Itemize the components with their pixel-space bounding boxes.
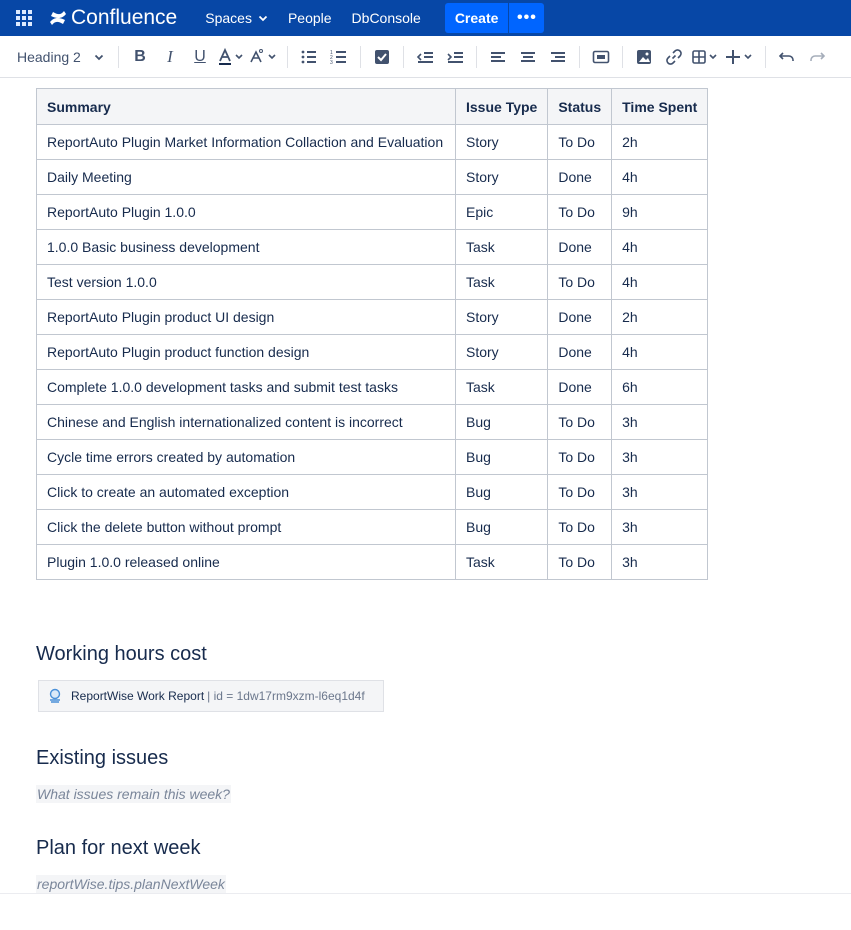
align-right-button[interactable] <box>544 42 572 72</box>
cell-time-spent[interactable]: 3h <box>612 545 708 580</box>
cell-time-spent[interactable]: 4h <box>612 265 708 300</box>
nav-dbconsole[interactable] <box>342 0 431 36</box>
nav-spaces[interactable] <box>195 0 278 36</box>
plan-next-week-heading[interactable]: Plan for next week <box>36 837 201 859</box>
cell-issue-type[interactable]: Task <box>456 265 548 300</box>
cell-summary[interactable]: Click the delete button without prompt <box>37 510 456 545</box>
table-row <box>37 510 708 545</box>
align-left-button[interactable] <box>484 42 512 72</box>
cell-time-spent[interactable]: 4h <box>612 335 708 370</box>
cell-time-spent[interactable]: 2h <box>612 300 708 335</box>
undo-button[interactable] <box>773 42 801 72</box>
plus-icon <box>724 47 758 67</box>
nav-spaces-label: Spaces <box>205 10 252 26</box>
cell-summary[interactable]: Chinese and English internationalized content is incorrect <box>37 405 456 440</box>
indent-button[interactable] <box>441 42 469 72</box>
text-style-dropdown[interactable] <box>8 42 112 72</box>
macro-name: ReportWise Work Report <box>71 689 205 703</box>
header-status[interactable]: Status <box>548 89 612 125</box>
cell-status[interactable]: To Do <box>548 405 612 440</box>
cell-status[interactable]: Done <box>548 335 612 370</box>
table-row <box>37 125 708 160</box>
chevron-down-icon <box>258 13 268 23</box>
link-icon <box>664 47 684 67</box>
more-options-button[interactable]: ••• <box>508 3 544 33</box>
cell-summary[interactable]: Complete 1.0.0 development tasks and submit test tasks <box>37 370 456 405</box>
more-formatting-button[interactable] <box>248 42 280 72</box>
text-color-icon <box>216 47 246 67</box>
editor-toolbar <box>0 36 851 78</box>
task-list-button[interactable] <box>368 42 396 72</box>
top-navigation <box>0 0 851 36</box>
confluence-logo-icon <box>48 8 68 28</box>
cell-summary[interactable]: Daily Meeting <box>37 160 456 195</box>
table-row <box>37 405 708 440</box>
outdent-icon <box>415 47 435 67</box>
header-issue-type[interactable]: Issue Type <box>456 89 548 125</box>
toolbar-divider <box>403 46 404 68</box>
numbered-list-icon <box>329 47 349 67</box>
table-row <box>37 335 708 370</box>
cell-issue-type[interactable]: Task <box>456 230 548 265</box>
cell-summary[interactable]: Click to create an automated exception <box>37 475 456 510</box>
existing-issues-placeholder[interactable]: What issues remain this week? <box>37 786 230 802</box>
cell-time-spent[interactable]: 6h <box>612 370 708 405</box>
redo-icon <box>807 47 827 67</box>
reportwise-macro[interactable] <box>38 680 384 712</box>
cell-issue-type[interactable]: Bug <box>456 405 548 440</box>
header-time-spent[interactable]: Time Spent <box>612 89 708 125</box>
table-icon <box>690 47 722 67</box>
align-right-icon <box>548 47 568 67</box>
underline-button[interactable]: U <box>194 47 206 65</box>
app-switcher-button[interactable] <box>0 0 48 36</box>
cell-issue-type[interactable]: Bug <box>456 440 548 475</box>
table-row <box>37 195 708 230</box>
svg-text:3: 3 <box>330 59 333 66</box>
cell-time-spent[interactable]: 4h <box>612 160 708 195</box>
issues-table <box>36 88 708 580</box>
table-row <box>37 475 708 510</box>
cell-summary[interactable]: ReportAuto Plugin product UI design <box>37 300 456 335</box>
image-icon <box>634 47 654 67</box>
italic-button[interactable]: I <box>167 46 173 66</box>
divider <box>0 893 851 894</box>
cell-issue-type[interactable]: Bug <box>456 475 548 510</box>
svg-text:1: 1 <box>330 49 333 56</box>
cell-time-spent[interactable]: 4h <box>612 230 708 265</box>
table-row <box>37 370 708 405</box>
numbered-list-button[interactable] <box>325 42 353 72</box>
svg-text:2: 2 <box>330 54 333 61</box>
bullet-list-icon <box>299 47 319 67</box>
cell-status[interactable]: Done <box>548 230 612 265</box>
cell-issue-type[interactable]: Story <box>456 125 548 160</box>
app-grid-icon <box>16 10 32 26</box>
layout-icon <box>591 47 611 67</box>
cell-issue-type[interactable]: Task <box>456 370 548 405</box>
cell-status[interactable]: To Do <box>548 510 612 545</box>
cell-status[interactable]: To Do <box>548 265 612 300</box>
cell-status[interactable]: To Do <box>548 475 612 510</box>
toolbar-divider <box>579 46 580 68</box>
plan-next-week-placeholder[interactable]: reportWise.tips.planNextWeek <box>37 876 225 892</box>
cell-summary[interactable]: Plugin 1.0.0 released online <box>37 545 456 580</box>
cell-issue-type[interactable]: Bug <box>456 510 548 545</box>
bullet-list-button[interactable] <box>295 42 323 72</box>
table-row <box>37 160 708 195</box>
table-row <box>37 265 708 300</box>
checkbox-icon <box>372 47 392 67</box>
cell-time-spent[interactable]: 2h <box>612 125 708 160</box>
insert-image-button[interactable] <box>630 42 658 72</box>
redo-button[interactable] <box>803 42 831 72</box>
nav-people-label: People <box>287 10 332 26</box>
cell-summary[interactable]: Cycle time errors created by automation <box>37 440 456 475</box>
indent-icon <box>445 47 465 67</box>
cell-time-spent[interactable]: 3h <box>612 475 708 510</box>
cell-time-spent[interactable]: 3h <box>612 440 708 475</box>
cell-time-spent[interactable]: 9h <box>612 195 708 230</box>
bold-button[interactable]: B <box>134 47 146 65</box>
align-left-icon <box>488 47 508 67</box>
insert-more-button[interactable] <box>724 42 758 72</box>
cell-issue-type[interactable]: Task <box>456 545 548 580</box>
cell-status[interactable]: Done <box>548 370 612 405</box>
table-row <box>37 545 708 580</box>
align-center-icon <box>518 47 538 67</box>
create-button[interactable]: Create <box>445 3 509 33</box>
cell-summary[interactable]: ReportAuto Plugin 1.0.0 <box>37 195 456 230</box>
cell-summary[interactable]: 1.0.0 Basic business development <box>37 230 456 265</box>
cell-status[interactable]: To Do <box>548 440 612 475</box>
macro-id: | id = 1dw17rm9xzm-l6eq1d4f <box>207 689 365 703</box>
cell-summary[interactable]: ReportAuto Plugin Market Information Collaction and Evaluation <box>37 125 456 160</box>
insert-table-button[interactable] <box>690 42 722 72</box>
cell-issue-type[interactable]: Epic <box>456 195 548 230</box>
text-style-value: Heading 2 <box>17 48 81 65</box>
header-summary[interactable]: Summary <box>37 89 456 125</box>
cell-summary[interactable]: Test version 1.0.0 <box>37 265 456 300</box>
logo-text: Confluence <box>71 6 178 29</box>
cell-status[interactable]: Done <box>548 160 612 195</box>
align-center-button[interactable] <box>514 42 542 72</box>
cell-issue-type[interactable]: Story <box>456 335 548 370</box>
cell-status[interactable]: To Do <box>548 545 612 580</box>
text-style-icon <box>248 47 280 67</box>
undo-icon <box>777 47 797 67</box>
cell-issue-type[interactable]: Story <box>456 300 548 335</box>
insert-link-button[interactable] <box>660 42 688 72</box>
cell-status[interactable]: Done <box>548 300 612 335</box>
table-row <box>37 230 708 265</box>
confluence-logo[interactable] <box>48 6 177 30</box>
cell-time-spent[interactable]: 3h <box>612 510 708 545</box>
outdent-button[interactable] <box>411 42 439 72</box>
working-hours-heading[interactable]: Working hours cost <box>36 643 207 665</box>
toolbar-divider <box>622 46 623 68</box>
existing-issues-heading[interactable]: Existing issues <box>36 747 169 769</box>
cell-status[interactable]: To Do <box>548 125 612 160</box>
cell-summary[interactable]: ReportAuto Plugin product function design <box>37 335 456 370</box>
toolbar-divider <box>765 46 766 68</box>
report-macro-icon <box>47 688 63 704</box>
text-color-button[interactable] <box>216 42 246 72</box>
toolbar-divider <box>118 46 119 68</box>
table-row <box>37 440 708 475</box>
page-layout-button[interactable] <box>587 42 615 72</box>
table-row <box>37 300 708 335</box>
nav-people[interactable] <box>278 0 342 36</box>
nav-dbconsole-label: DbConsole <box>351 10 421 26</box>
toolbar-divider <box>360 46 361 68</box>
toolbar-divider <box>476 46 477 68</box>
cell-time-spent[interactable]: 3h <box>612 405 708 440</box>
cell-status[interactable]: To Do <box>548 195 612 230</box>
cell-issue-type[interactable]: Story <box>456 160 548 195</box>
chevron-down-icon <box>94 52 104 62</box>
toolbar-divider <box>287 46 288 68</box>
table-header-row <box>37 89 708 125</box>
